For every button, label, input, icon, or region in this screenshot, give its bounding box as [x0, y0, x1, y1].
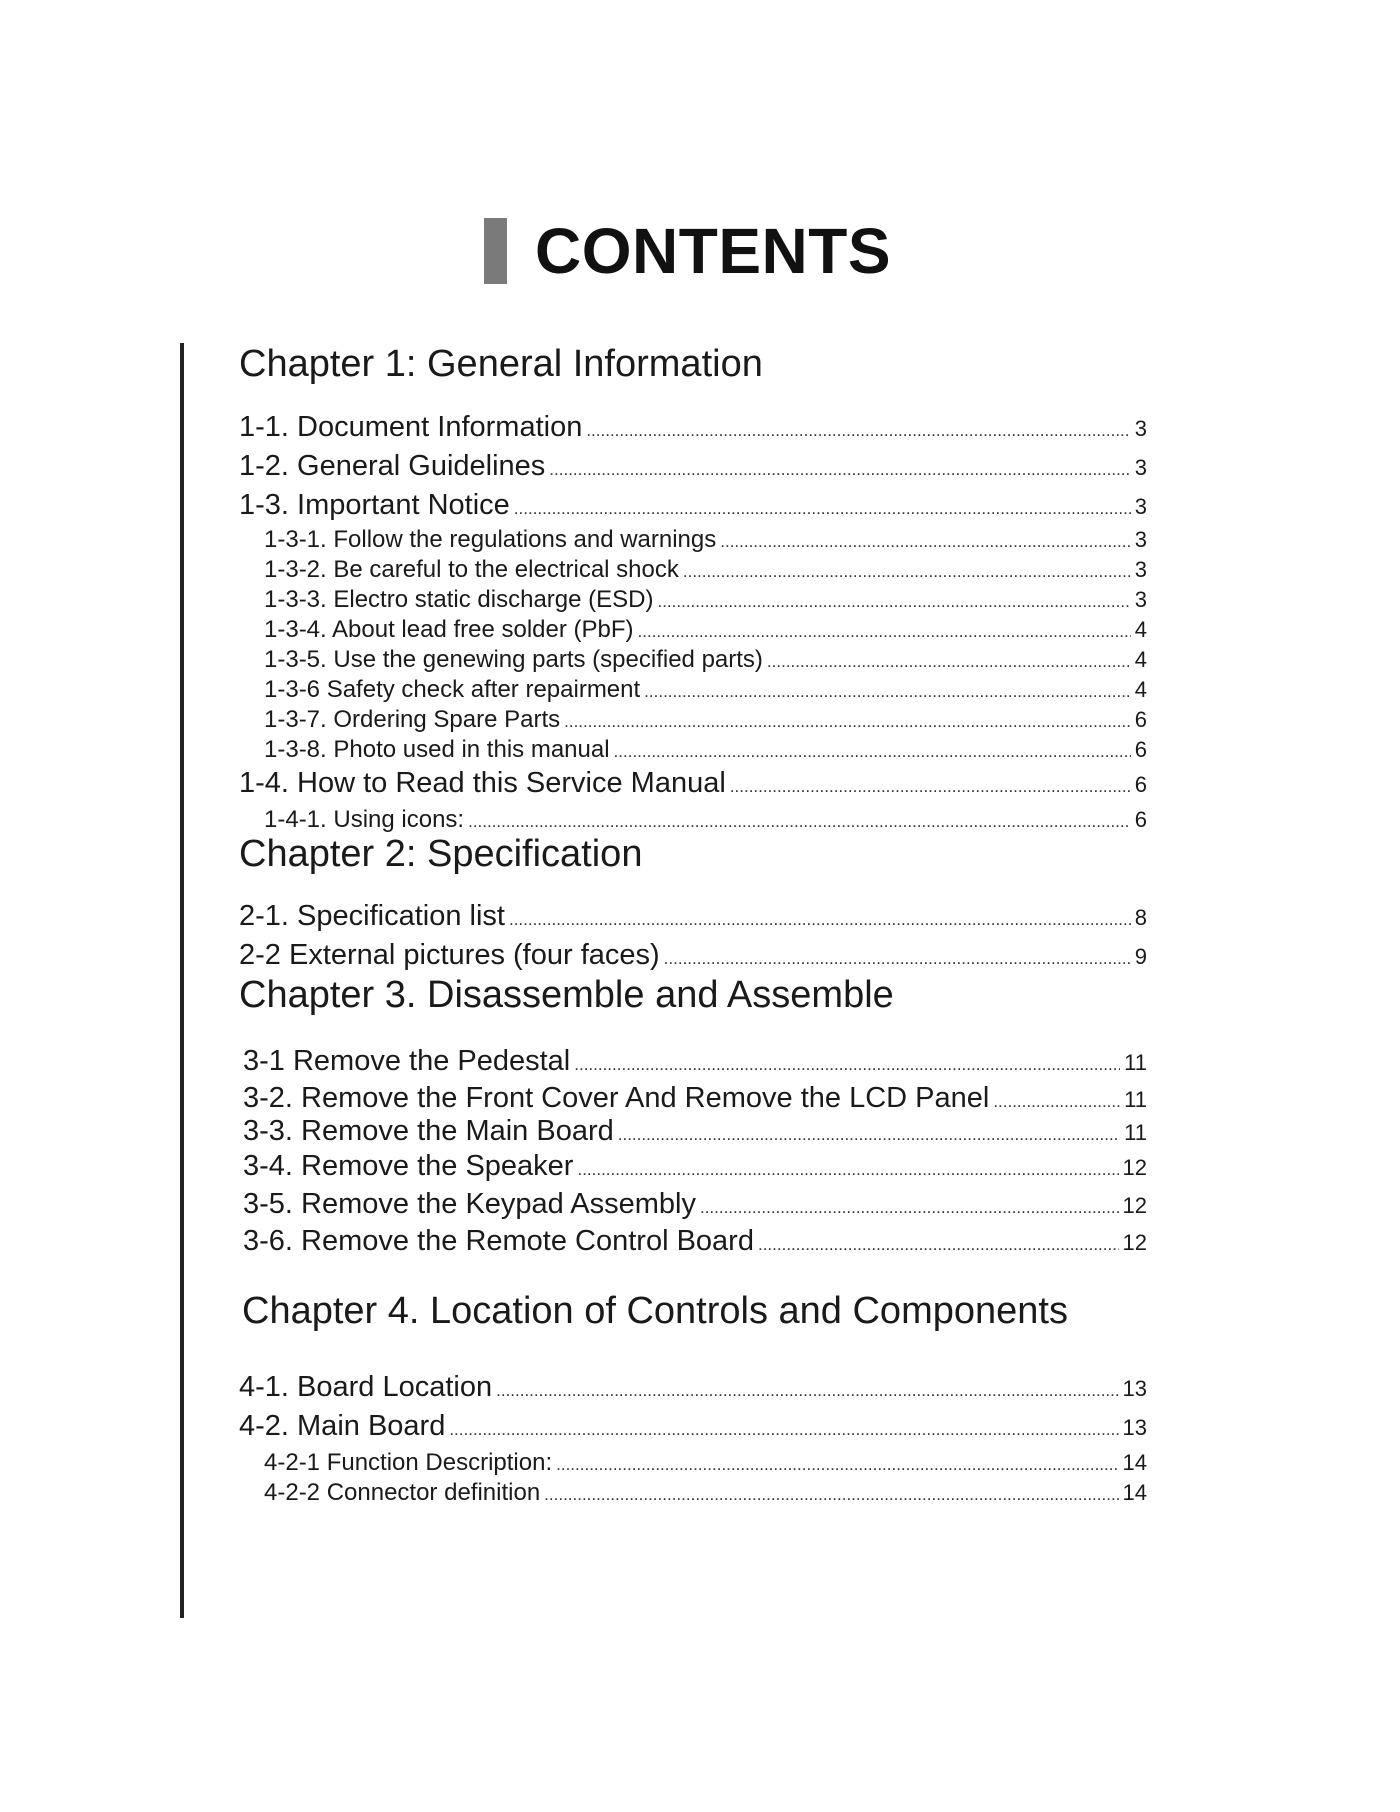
- toc-entry-label: 4-2-1 Function Description:: [264, 1449, 553, 1476]
- toc-entry-label: 1-3-3. Electro static discharge (ESD): [264, 586, 654, 613]
- toc-entry-3-1[interactable]: [243, 1043, 1147, 1083]
- toc-entry-4-2-1[interactable]: [264, 1449, 1147, 1479]
- toc-entry-page: 12: [1122, 1193, 1147, 1218]
- toc-entry-1-3-8[interactable]: [264, 736, 1147, 766]
- dot-leader: [577, 1152, 1118, 1188]
- toc-entry-4-1[interactable]: [239, 1369, 1147, 1409]
- toc-entry-page: 6: [1134, 807, 1147, 832]
- toc-entry-label: 3-5. Remove the Keypad Assembly: [243, 1188, 696, 1220]
- toc-entry-page: 6: [1134, 772, 1147, 797]
- toc-entry-label: 3-4. Remove the Speaker: [243, 1150, 574, 1182]
- toc-entry-label: 1-1. Document Information: [239, 411, 583, 443]
- dot-leader: [574, 1047, 1120, 1083]
- chapter-2-heading: Chapter 2: Specification: [239, 833, 643, 875]
- dot-leader: [564, 708, 1131, 736]
- toc-entry-label: 4-2. Main Board: [239, 1410, 446, 1442]
- toc-entry-4-2-2[interactable]: [264, 1479, 1147, 1509]
- chapter-1-heading: Chapter 1: General Information: [239, 343, 763, 385]
- toc-entry-page: 14: [1122, 1450, 1147, 1475]
- toc-entry-label: 3-1 Remove the Pedestal: [243, 1045, 571, 1077]
- toc-entry-page: 4: [1134, 617, 1147, 642]
- toc-entry-1-3-2[interactable]: [264, 556, 1147, 586]
- toc-entry-1-3-6[interactable]: [264, 676, 1147, 706]
- toc-entry-label: 4-1. Board Location: [239, 1371, 493, 1403]
- toc-entry-label: 3-6. Remove the Remote Control Board: [243, 1225, 754, 1257]
- dot-leader: [644, 678, 1131, 706]
- page-title-text: CONTENTS: [535, 215, 891, 287]
- toc-entry-page: 11: [1124, 1087, 1147, 1112]
- toc-entry-1-3-1[interactable]: [264, 526, 1147, 556]
- toc-entry-label: 1-3-5. Use the genewing parts (specified parts): [264, 646, 763, 673]
- toc-entry-page: 12: [1122, 1230, 1147, 1255]
- dot-leader: [586, 413, 1130, 449]
- toc-entry-label: 1-3-7. Ordering Spare Parts: [264, 706, 561, 733]
- dot-leader: [730, 769, 1131, 805]
- toc-entry-page: 6: [1134, 737, 1147, 762]
- toc-entry-3-4[interactable]: [243, 1148, 1147, 1188]
- toc-entry-page: 3: [1134, 494, 1147, 519]
- toc-entry-1-1[interactable]: [239, 409, 1147, 449]
- dot-leader: [657, 588, 1130, 616]
- toc-entry-page: 6: [1134, 707, 1147, 732]
- toc-entry-label: 1-3-2. Be careful to the electrical shock: [264, 556, 679, 583]
- toc-entry-page: 4: [1134, 647, 1147, 672]
- dot-leader: [683, 558, 1131, 586]
- toc-entry-page: 14: [1122, 1480, 1147, 1505]
- toc-entry-label: 1-3-4. About lead free solder (PbF): [264, 616, 634, 643]
- toc-entry-page: 13: [1122, 1376, 1147, 1401]
- dot-leader: [496, 1373, 1118, 1409]
- dot-leader: [549, 452, 1130, 488]
- dot-leader: [720, 528, 1131, 556]
- toc-entry-3-3[interactable]: [243, 1113, 1147, 1153]
- dot-leader: [544, 1481, 1118, 1509]
- chapter-3-heading: Chapter 3. Disassemble and Assemble: [239, 974, 894, 1016]
- toc-entry-page: 13: [1122, 1415, 1147, 1440]
- toc-entry-page: 4: [1134, 677, 1147, 702]
- toc-entry-label: 2-1. Specification list: [239, 900, 505, 932]
- toc-entry-1-2[interactable]: [239, 448, 1147, 488]
- dot-leader: [758, 1227, 1119, 1263]
- toc-entry-page: 3: [1134, 527, 1147, 552]
- toc-entry-1-3-5[interactable]: [264, 646, 1147, 676]
- toc-entry-label: 1-4. How to Read this Service Manual: [239, 767, 726, 799]
- toc-entry-1-3[interactable]: [239, 487, 1147, 527]
- toc-entry-page: 3: [1134, 416, 1147, 441]
- toc-entry-label: 3-2. Remove the Front Cover And Remove the LCD Panel: [243, 1082, 990, 1114]
- toc-entry-label: 3-3. Remove the Main Board: [243, 1115, 614, 1147]
- toc-entry-page: 3: [1134, 455, 1147, 480]
- toc-entry-2-1[interactable]: [239, 898, 1147, 938]
- toc-entry-1-3-7[interactable]: [264, 706, 1147, 736]
- toc-entry-label: 1-4-1. Using icons:: [264, 806, 465, 833]
- toc-entry-label: 1-3. Important Notice: [239, 489, 510, 521]
- dot-leader: [509, 902, 1131, 938]
- toc-entry-label: 1-2. General Guidelines: [239, 450, 546, 482]
- toc-entry-label: 4-2-2 Connector definition: [264, 1479, 541, 1506]
- dot-leader: [700, 1190, 1119, 1226]
- toc-entry-page: 11: [1124, 1050, 1147, 1075]
- toc-entry-page: 11: [1124, 1120, 1147, 1145]
- toc-entry-label: 1-3-6 Safety check after repairment: [264, 676, 641, 703]
- toc-entry-3-5[interactable]: [243, 1186, 1147, 1226]
- toc-entry-label: 1-3-1. Follow the regulations and warnings: [264, 526, 717, 553]
- toc-entry-page: 8: [1134, 905, 1147, 930]
- toc-entry-2-2[interactable]: [239, 937, 1147, 977]
- dot-leader: [449, 1412, 1118, 1448]
- dot-leader: [767, 648, 1131, 676]
- toc-entry-3-6[interactable]: [243, 1223, 1147, 1263]
- dot-leader: [556, 1451, 1118, 1479]
- toc-entry-1-4[interactable]: [239, 765, 1147, 805]
- toc-entry-label: 1-3-8. Photo used in this manual: [264, 736, 610, 763]
- toc-entry-page: 12: [1122, 1155, 1147, 1180]
- dot-leader: [638, 618, 1131, 646]
- dot-leader: [514, 491, 1131, 527]
- toc-entry-label: 2-2 External pictures (four faces): [239, 939, 660, 971]
- toc-entry-page: 3: [1134, 587, 1147, 612]
- chapter-4-heading: Chapter 4. Location of Controls and Components: [242, 1290, 1068, 1332]
- toc-entry-page: 9: [1134, 944, 1147, 969]
- toc-entry-1-3-3[interactable]: [264, 586, 1147, 616]
- toc-entry-1-3-4[interactable]: [264, 616, 1147, 646]
- dot-leader: [614, 738, 1131, 766]
- toc-entry-page: 3: [1134, 557, 1147, 582]
- toc-entry-4-2[interactable]: [239, 1408, 1147, 1448]
